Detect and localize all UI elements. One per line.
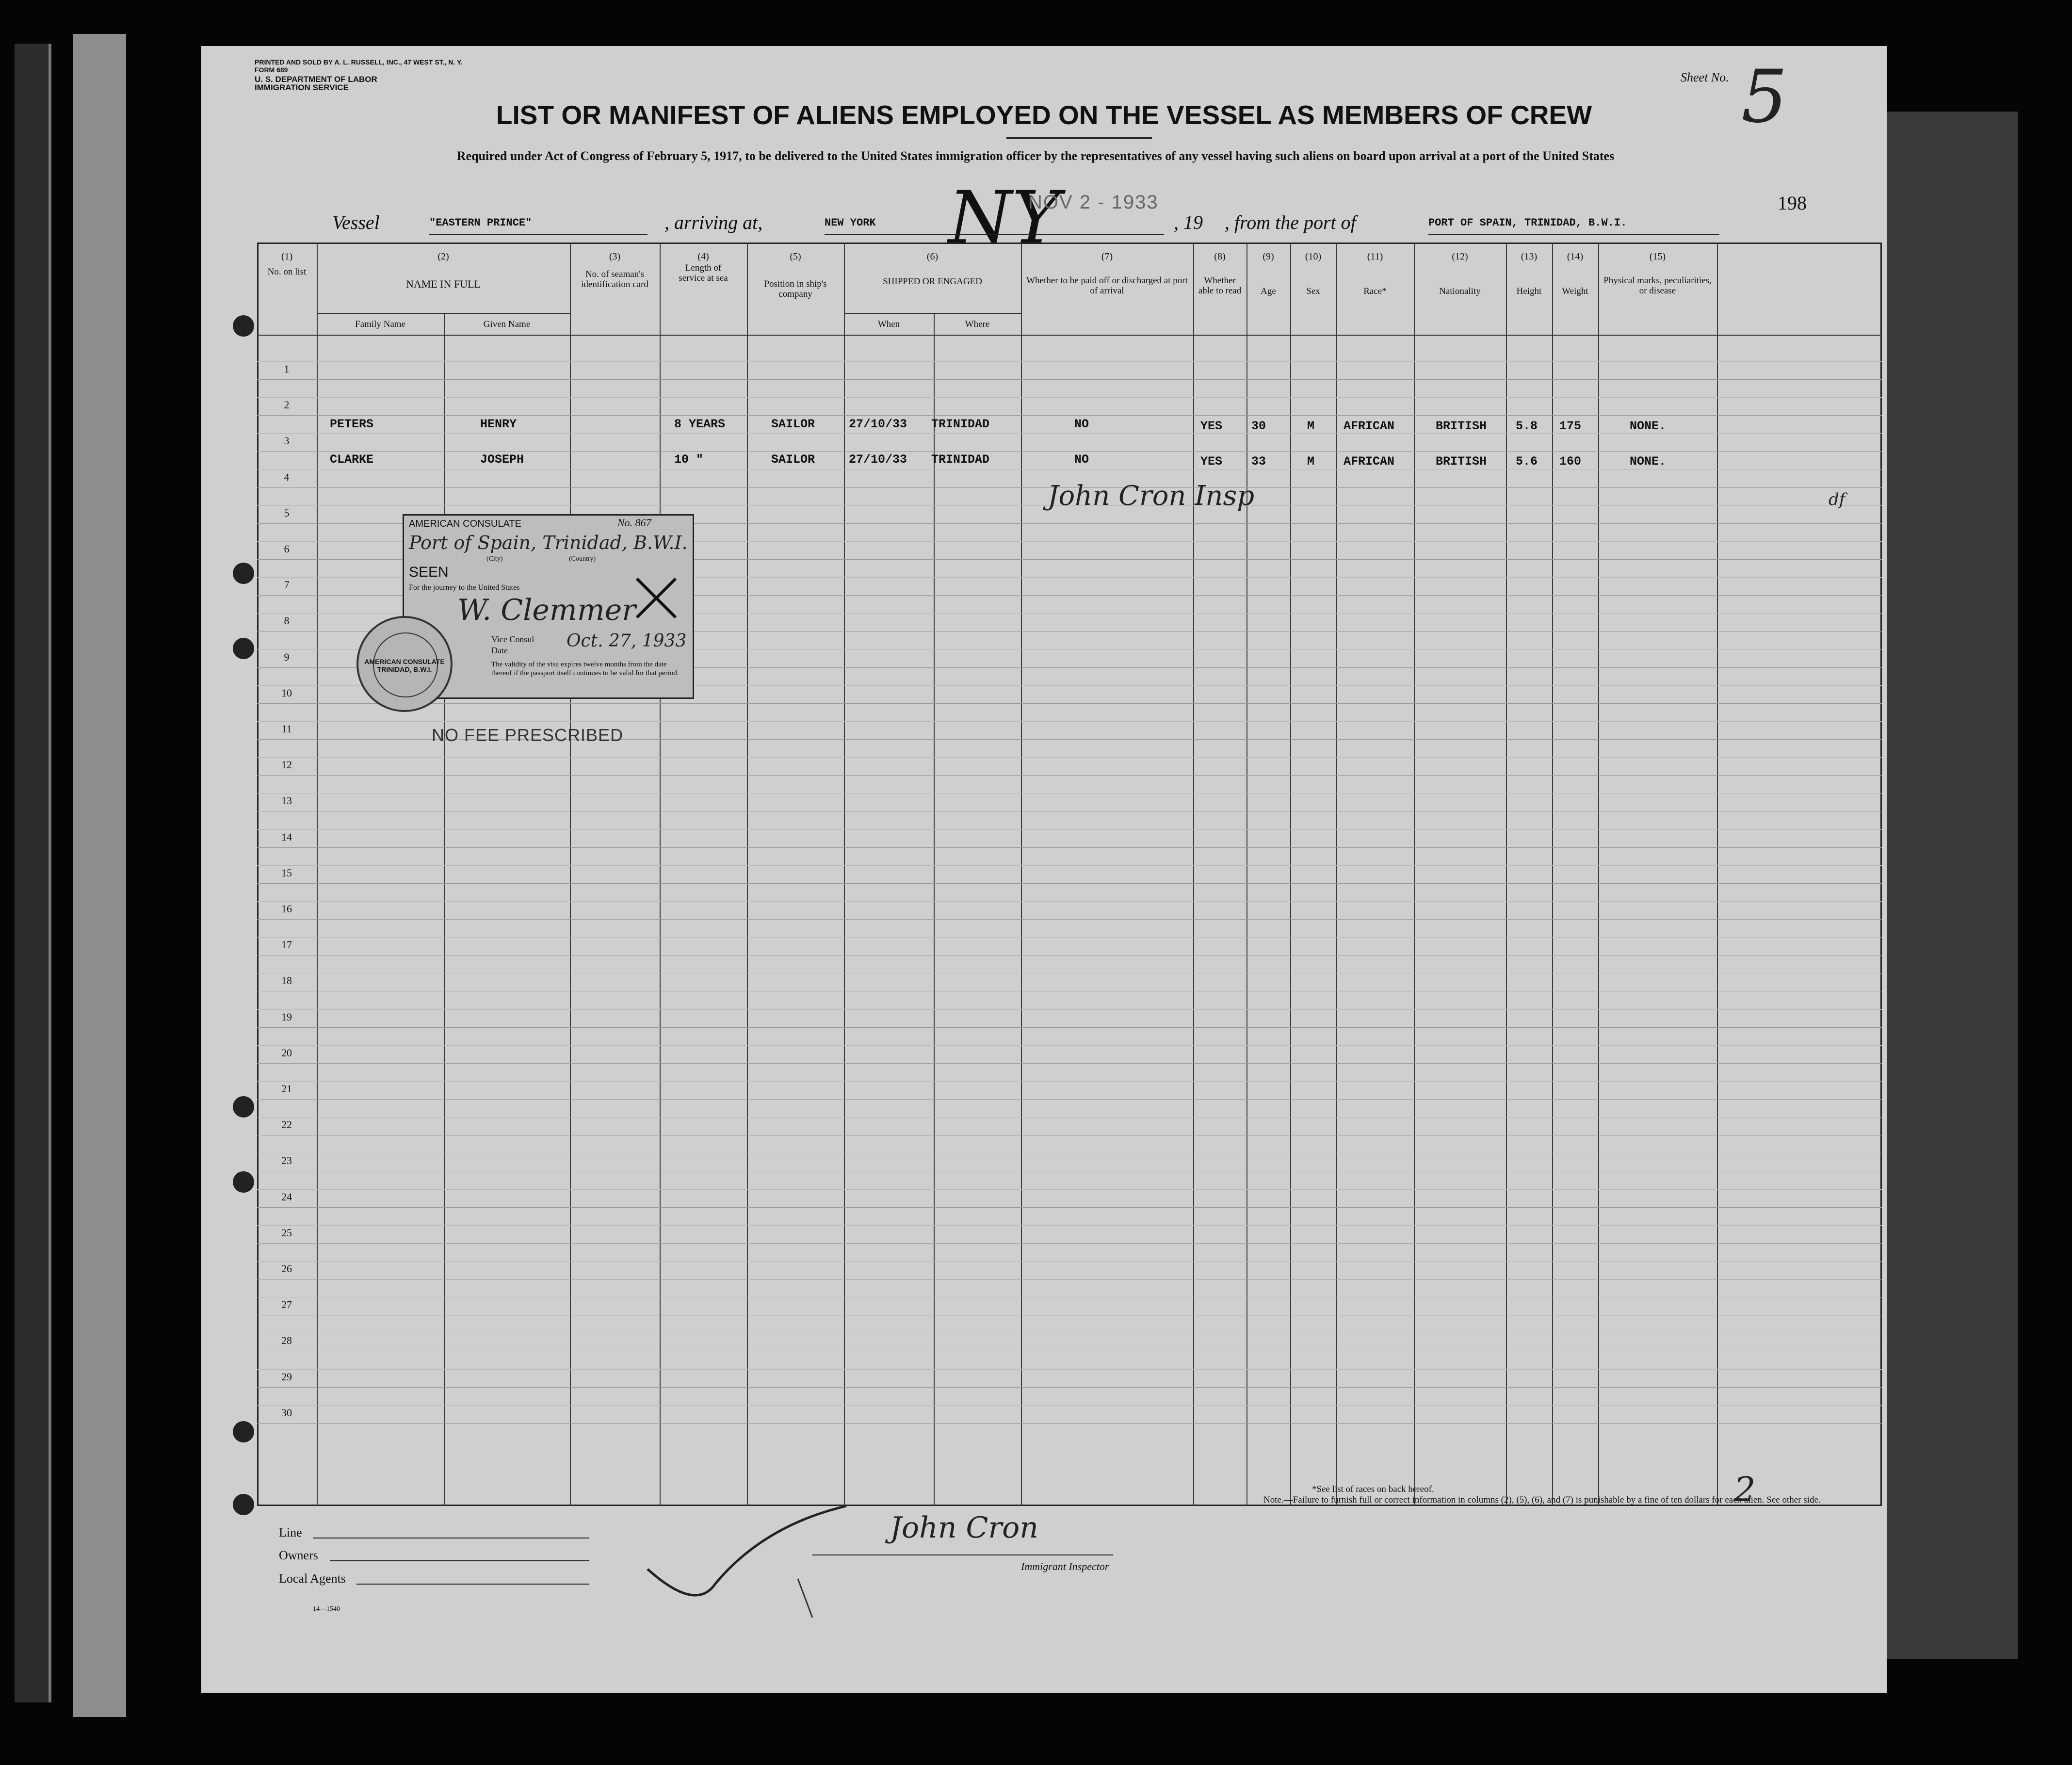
binder-hole — [233, 315, 254, 337]
from-port: PORT OF SPAIN, TRINIDAD, B.W.I. — [1428, 217, 1627, 229]
row1-race: AFRICAN — [1344, 419, 1395, 433]
consulate-stamp-title: AMERICAN CONSULATE — [409, 518, 521, 529]
row2-paid-off: NO — [1074, 453, 1089, 467]
col-divider — [747, 243, 748, 1506]
consulate-validity-text: The validity of the visa expires twelve months from the date thereof if the passport itself continues to be valid for that period. — [491, 661, 679, 677]
col-header-where: Where — [965, 319, 990, 329]
row-number: 13 — [281, 794, 292, 807]
page-subtitle: Required under Act of Congress of February 5, 1917, to be delivered to the United States immigration officer by the representatives of any vessel having such aliens on board upon arrival at a port of the United States — [456, 149, 1615, 163]
row-subline — [257, 397, 1882, 398]
consulate-stamp-city: Port of Spain, Trinidad, B.W.I. — [409, 532, 688, 553]
row2-sex: M — [1307, 454, 1315, 469]
arrival-date-stamp: NOV 2 - 1933 — [1028, 192, 1159, 213]
penalty-note: Note.—Failure to furnish full or correct information in columns (2), (5), (6), and (7) is punishable by a fine of ten dollars for each alien. See other side. — [1263, 1495, 1821, 1505]
row1-when: 27/10/33 — [849, 417, 907, 431]
name-header-rule — [317, 313, 570, 314]
vessel-name: "EASTERN PRINCE" — [429, 217, 532, 229]
row-line — [257, 919, 1882, 920]
row-number: 24 — [281, 1190, 292, 1203]
row-number: 17 — [281, 939, 292, 951]
consulate-stamp-number: No. 867 — [617, 517, 651, 529]
col-divider — [1717, 243, 1718, 1506]
binder-hole — [233, 638, 254, 659]
col-header-race: Race* — [1363, 286, 1387, 296]
arriving-port: NEW YORK — [825, 217, 876, 229]
row2-where: TRINIDAD — [931, 453, 990, 467]
row-number: 2 — [284, 399, 290, 411]
col-num-5: (5) — [790, 251, 801, 262]
race-footnote: *See list of races on back hereof. — [1312, 1484, 1434, 1494]
row-number: 21 — [281, 1083, 292, 1095]
row-subline — [257, 1225, 1882, 1226]
col-num-7: (7) — [1101, 251, 1113, 262]
row-number: 12 — [281, 759, 292, 771]
row-line — [257, 1423, 1882, 1424]
row-subline — [257, 937, 1882, 938]
row2-marks: NONE. — [1630, 454, 1667, 469]
col-num-15: (15) — [1649, 251, 1666, 262]
row-number: 1 — [284, 363, 290, 375]
col-divider — [570, 243, 571, 1506]
vessel-label: Vessel — [332, 211, 380, 233]
col-divider — [1552, 243, 1553, 1506]
row-number: 22 — [281, 1118, 292, 1131]
row-number: 11 — [281, 723, 292, 735]
col-header-position: Position in ship's company — [764, 279, 827, 299]
col-num-6: (6) — [926, 251, 939, 262]
binder-hole — [233, 1421, 254, 1442]
col-divider — [1414, 243, 1415, 1506]
binder-hole — [233, 1171, 254, 1193]
owners-underline — [330, 1560, 589, 1561]
check-mark-icon — [638, 1496, 856, 1622]
crew-table — [257, 243, 1882, 1506]
row1-weight: 175 — [1559, 419, 1582, 433]
from-port-label: , from the port of — [1225, 211, 1356, 233]
row-number: 10 — [281, 686, 292, 699]
inspector-initials-row3: John Cron Insp — [1048, 480, 1255, 512]
row-subline — [257, 901, 1882, 902]
row-subline — [257, 433, 1882, 434]
col-header-name: NAME IN FULL — [406, 278, 481, 290]
binder-hole — [233, 563, 254, 584]
row-subline — [257, 1189, 1882, 1190]
row-line — [257, 1027, 1882, 1028]
inspector-signature-line — [812, 1554, 1113, 1555]
row-subline — [257, 1261, 1882, 1262]
shipped-subdivider — [934, 313, 935, 1506]
row2-age: 33 — [1251, 454, 1266, 469]
sheet-number: 5 — [1741, 55, 1788, 139]
row-subline — [257, 1009, 1882, 1010]
row1-family: PETERS — [330, 417, 374, 431]
page-shadow — [1887, 112, 2018, 1659]
row1-sex: M — [1307, 419, 1315, 433]
row-line — [257, 1243, 1882, 1244]
row2-given: JOSEPH — [480, 453, 524, 467]
row1-read: YES — [1200, 419, 1223, 433]
col-divider — [844, 243, 845, 1506]
name-subdivider — [444, 313, 445, 1506]
row2-race: AFRICAN — [1344, 454, 1395, 469]
col-header-height: Height — [1516, 286, 1542, 296]
col-divider — [1506, 243, 1507, 1506]
row-subline — [257, 1081, 1882, 1082]
row1-paid-off: NO — [1074, 417, 1089, 431]
form-code: 14—1540 — [313, 1605, 340, 1613]
consul-signature: W. Clemmer — [457, 593, 636, 627]
row-number: 18 — [281, 974, 292, 987]
row2-weight: 160 — [1559, 454, 1582, 469]
row-number: 6 — [284, 543, 290, 555]
col-header-physical: Physical marks, peculiarities, or disease — [1603, 275, 1712, 296]
row-line — [257, 1387, 1882, 1388]
printer-imprint: PRINTED AND SOLD BY A. L. RUSSELL, INC., 47 WEST ST., N. Y. FORM 689 — [255, 58, 463, 74]
from-underline — [1428, 234, 1719, 235]
row-number: 26 — [281, 1263, 292, 1275]
row-line — [257, 1099, 1882, 1100]
row-number: 19 — [281, 1010, 292, 1023]
consulate-date-value: Oct. 27, 1933 — [567, 631, 687, 651]
col-num-14: (14) — [1567, 251, 1584, 262]
footer-line-label: Line — [279, 1525, 302, 1539]
row-subline — [257, 757, 1882, 758]
no-fee-stamp: NO FEE PRESCRIBED — [432, 725, 624, 745]
row-number: 9 — [284, 650, 290, 663]
col-header-when: When — [877, 319, 900, 329]
col-header-sex: Sex — [1306, 286, 1320, 296]
consulate-journey: For the journey to the United States — [409, 583, 520, 592]
col-divider — [1290, 243, 1291, 1506]
vessel-underline — [429, 234, 648, 235]
row-line — [257, 847, 1882, 848]
col-header-read: Whether able to read — [1198, 275, 1242, 296]
row-number: 20 — [281, 1046, 292, 1059]
row-number: 3 — [284, 435, 290, 447]
row1-height: 5.8 — [1516, 419, 1538, 433]
footer-agents-label: Local Agents — [279, 1571, 346, 1586]
col-header-id-card: No. of seaman's identification card — [581, 269, 648, 290]
row1-nationality: BRITISH — [1436, 419, 1487, 433]
header-bottom-rule — [257, 335, 1882, 336]
row-number: 28 — [281, 1334, 292, 1347]
row2-family: CLARKE — [330, 453, 374, 467]
col-divider — [1336, 243, 1337, 1506]
shipped-header-rule — [844, 313, 1021, 314]
row-number: 16 — [281, 903, 292, 915]
row1-service: 8 YEARS — [674, 417, 726, 431]
col-header-nationality: Nationality — [1439, 286, 1481, 296]
col-divider — [1246, 243, 1247, 1506]
agents-underline — [356, 1584, 589, 1585]
footer-owners-label: Owners — [279, 1548, 318, 1562]
row-line — [257, 1063, 1882, 1064]
row-number: 14 — [281, 830, 292, 843]
row1-age: 30 — [1251, 419, 1266, 433]
margin-number: 198 — [1778, 192, 1807, 214]
row-line — [257, 775, 1882, 776]
manifest-page — [201, 46, 1887, 1693]
row2-height: 5.6 — [1516, 454, 1538, 469]
inspector-label: Immigrant Inspector — [1021, 1560, 1109, 1572]
col-num-4: (4) — [697, 251, 709, 262]
binder-hole — [233, 1494, 254, 1515]
row2-position: SAILOR — [771, 453, 815, 467]
row-line — [257, 379, 1882, 380]
col-divider — [317, 243, 318, 1506]
col-header-family: Family Name — [355, 319, 405, 329]
col-header-age: Age — [1261, 286, 1276, 296]
col-divider — [660, 243, 661, 1506]
col-num-1: (1) — [281, 251, 293, 262]
row-number: 30 — [281, 1406, 292, 1419]
row-number: 4 — [284, 470, 290, 483]
col-num-10: (10) — [1305, 251, 1322, 262]
row-subline — [257, 829, 1882, 830]
row-number: 5 — [284, 506, 290, 519]
col-num-2: (2) — [437, 251, 449, 262]
film-edge-strip — [15, 44, 51, 1702]
consulate-date-label: Date — [491, 646, 508, 655]
corner-mark: 2 — [1734, 1470, 1756, 1509]
row-number: 25 — [281, 1226, 292, 1239]
row-subline — [257, 361, 1882, 362]
col-num-9: (9) — [1263, 251, 1274, 262]
row1-where: TRINIDAD — [931, 417, 990, 431]
binder-strip — [73, 34, 126, 1717]
sheet-number-label: Sheet No. — [1681, 70, 1729, 84]
col-header-no: No. on list — [267, 267, 307, 277]
col-header-given: Given Name — [483, 319, 531, 329]
consulate-country-label: (Country) — [569, 555, 596, 563]
col-num-11: (11) — [1367, 251, 1383, 262]
col-num-8: (8) — [1214, 251, 1226, 262]
col-divider — [1021, 243, 1022, 1506]
arriving-label: , arriving at, — [664, 211, 763, 233]
row1-position: SAILOR — [771, 417, 815, 431]
row-subline — [257, 1045, 1882, 1046]
row-number: 7 — [284, 579, 290, 591]
row-line — [257, 451, 1882, 452]
row-number: 15 — [281, 866, 292, 879]
consulate-vice-consul: Vice Consul — [491, 634, 534, 644]
col-num-13: (13) — [1521, 251, 1538, 262]
col-header-shipped: SHIPPED OR ENGAGED — [883, 276, 982, 287]
row-line — [257, 703, 1882, 704]
row-number: 8 — [284, 615, 290, 627]
department-label: U. S. DEPARTMENT OF LABOR IMMIGRATION SERVICE — [255, 75, 377, 92]
consulate-city-label: (City) — [486, 555, 503, 563]
row-number: 23 — [281, 1154, 292, 1167]
binder-hole — [233, 1096, 254, 1117]
cross-mark-icon — [632, 574, 680, 622]
col-num-12: (12) — [1452, 251, 1468, 262]
col-header-service: Length of service at sea — [679, 263, 728, 283]
col-divider — [1598, 243, 1599, 1506]
row1-given: HENRY — [480, 417, 517, 431]
row-line — [257, 883, 1882, 884]
arriving-underline — [825, 234, 1164, 235]
row2-service: 10 " — [674, 453, 704, 467]
page-title: LIST OR MANIFEST OF ALIENS EMPLOYED ON THE VESSEL AS MEMBERS OF CREW — [496, 100, 1592, 130]
row2-nationality: BRITISH — [1436, 454, 1487, 469]
col-header-weight: Weight — [1562, 286, 1588, 296]
col-divider — [1193, 243, 1194, 1506]
year-label: , 19 — [1174, 211, 1203, 233]
seal-text: AMERICAN CONSULATE TRINIDAD, B.W.I. — [364, 658, 445, 673]
row-subline — [257, 865, 1882, 866]
row-subline — [257, 721, 1882, 722]
inspector-signature: John Cron — [890, 1511, 1038, 1545]
row-subline — [257, 1405, 1882, 1406]
title-rule — [1006, 137, 1152, 139]
handwritten-ny: NY — [948, 176, 1060, 260]
row-number: 29 — [281, 1370, 292, 1383]
row-line — [257, 415, 1882, 416]
row2-read: YES — [1200, 454, 1223, 469]
row-subline — [257, 1369, 1882, 1370]
row1-marks: NONE. — [1630, 419, 1667, 433]
row-number: 27 — [281, 1298, 292, 1311]
row2-when: 27/10/33 — [849, 453, 907, 467]
consulate-seen: SEEN — [409, 564, 449, 580]
col-header-paid-off: Whether to be paid off or discharged at port of arrival — [1026, 275, 1188, 296]
margin-scribble: df — [1829, 490, 1845, 509]
col-num-3: (3) — [609, 251, 621, 262]
consulate-seal — [356, 616, 453, 712]
row-line — [257, 1207, 1882, 1208]
